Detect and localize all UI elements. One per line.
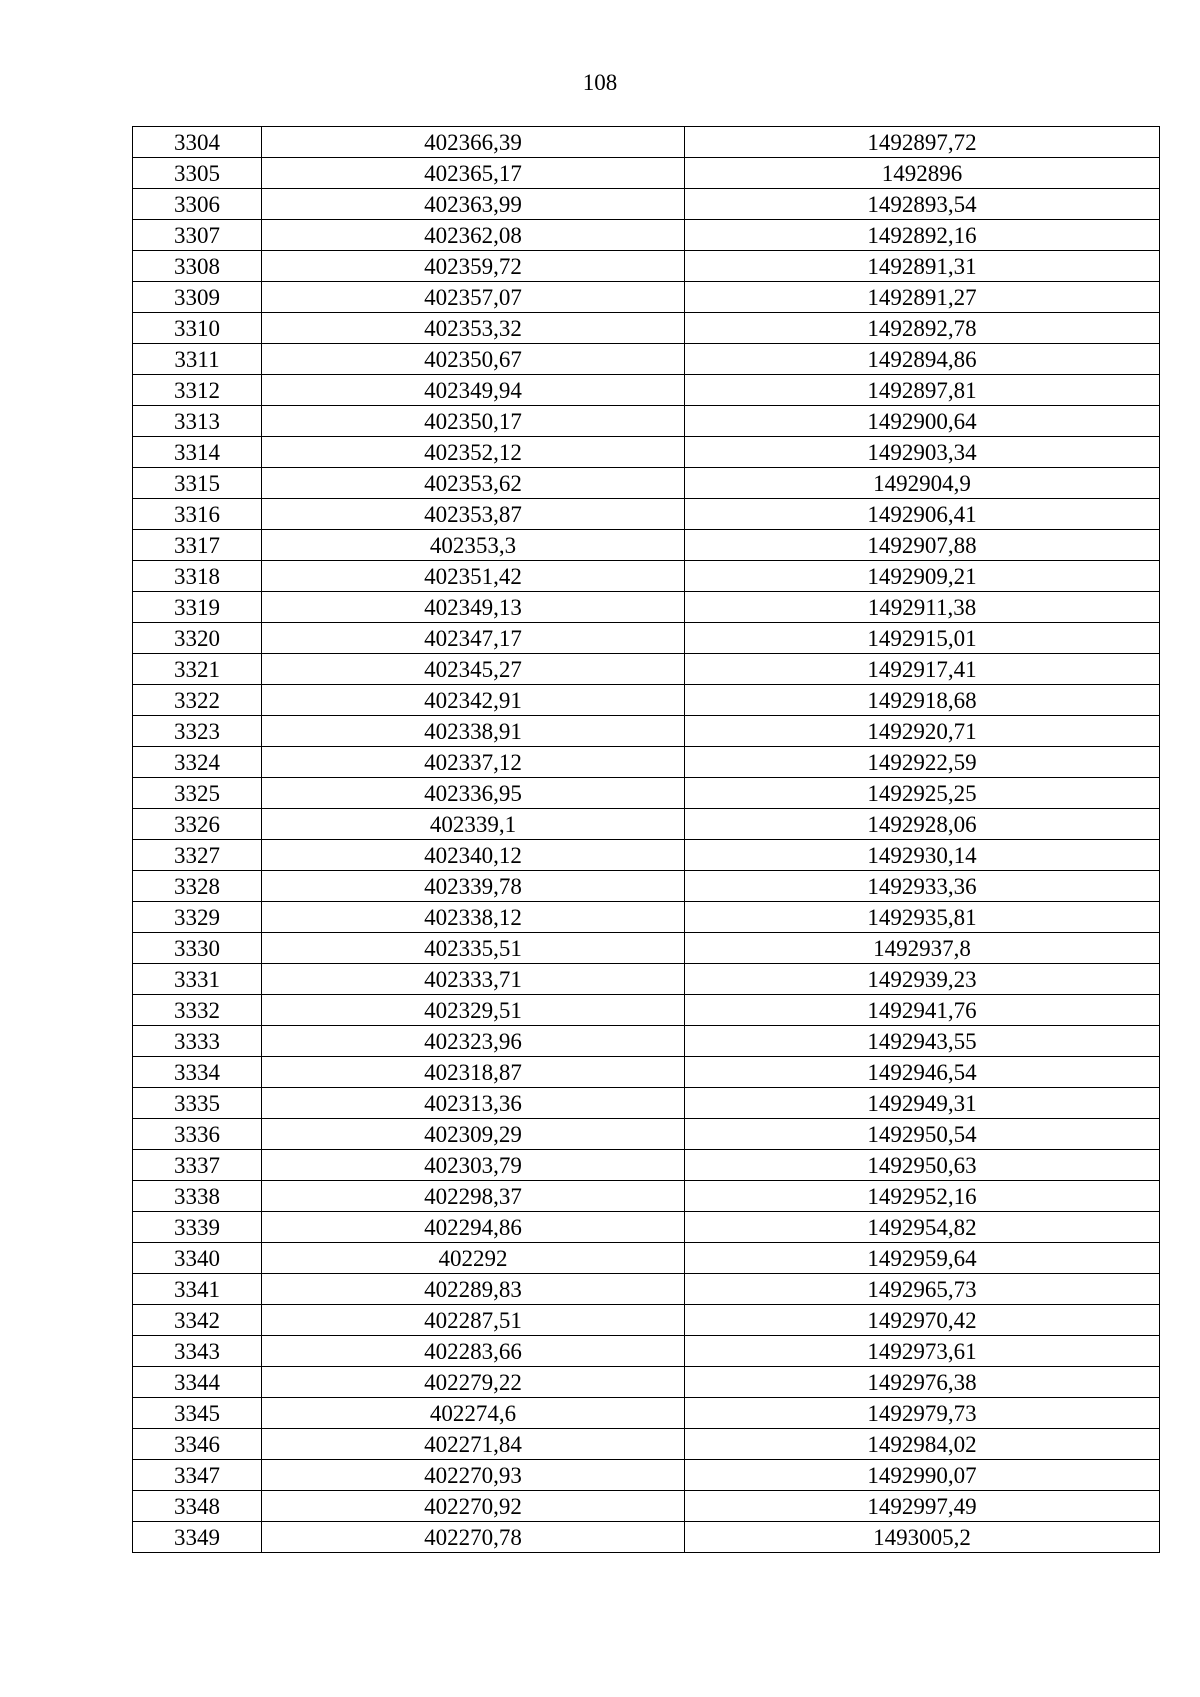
y-coordinate-cell: 1492892,16 bbox=[685, 220, 1160, 251]
table-row bbox=[133, 1150, 1160, 1181]
y-coordinate-cell: 1492933,36 bbox=[685, 871, 1160, 902]
point-number-cell: 3327 bbox=[133, 840, 262, 871]
table-row bbox=[133, 964, 1160, 995]
y-coordinate-cell: 1492990,07 bbox=[685, 1460, 1160, 1491]
y-coordinate-cell: 1492897,72 bbox=[685, 127, 1160, 158]
x-coordinate-cell: 402283,66 bbox=[262, 1336, 685, 1367]
x-coordinate-cell: 402351,42 bbox=[262, 561, 685, 592]
table-row bbox=[133, 530, 1160, 561]
x-coordinate-cell: 402349,94 bbox=[262, 375, 685, 406]
x-coordinate-cell: 402365,17 bbox=[262, 158, 685, 189]
y-coordinate-cell: 1492906,41 bbox=[685, 499, 1160, 530]
y-coordinate-cell: 1492937,8 bbox=[685, 933, 1160, 964]
table-row bbox=[133, 902, 1160, 933]
y-coordinate-cell: 1492946,54 bbox=[685, 1057, 1160, 1088]
y-coordinate-cell: 1492997,49 bbox=[685, 1491, 1160, 1522]
table-row bbox=[133, 158, 1160, 189]
x-coordinate-cell: 402333,71 bbox=[262, 964, 685, 995]
x-coordinate-cell: 402279,22 bbox=[262, 1367, 685, 1398]
table-row bbox=[133, 344, 1160, 375]
point-number-cell: 3330 bbox=[133, 933, 262, 964]
point-number-cell: 3318 bbox=[133, 561, 262, 592]
table-row bbox=[133, 127, 1160, 158]
point-number-cell: 3307 bbox=[133, 220, 262, 251]
x-coordinate-cell: 402350,17 bbox=[262, 406, 685, 437]
y-coordinate-cell: 1492959,64 bbox=[685, 1243, 1160, 1274]
point-number-cell: 3337 bbox=[133, 1150, 262, 1181]
y-coordinate-cell: 1492894,86 bbox=[685, 344, 1160, 375]
point-number-cell: 3348 bbox=[133, 1491, 262, 1522]
y-coordinate-cell: 1492950,54 bbox=[685, 1119, 1160, 1150]
page-number: 108 bbox=[582, 70, 618, 95]
table-row bbox=[133, 1305, 1160, 1336]
point-number-cell: 3346 bbox=[133, 1429, 262, 1460]
point-number-cell: 3311 bbox=[133, 344, 262, 375]
y-coordinate-cell: 1492943,55 bbox=[685, 1026, 1160, 1057]
point-number-cell: 3329 bbox=[133, 902, 262, 933]
x-coordinate-cell: 402318,87 bbox=[262, 1057, 685, 1088]
point-number-cell: 3349 bbox=[133, 1522, 262, 1553]
point-number-cell: 3326 bbox=[133, 809, 262, 840]
table-row bbox=[133, 1336, 1160, 1367]
point-number-cell: 3320 bbox=[133, 623, 262, 654]
y-coordinate-cell: 1492965,73 bbox=[685, 1274, 1160, 1305]
point-number-cell: 3321 bbox=[133, 654, 262, 685]
point-number-cell: 3308 bbox=[133, 251, 262, 282]
x-coordinate-cell: 402339,1 bbox=[262, 809, 685, 840]
y-coordinate-cell: 1492976,38 bbox=[685, 1367, 1160, 1398]
y-coordinate-cell: 1492893,54 bbox=[685, 189, 1160, 220]
y-coordinate-cell: 1492949,31 bbox=[685, 1088, 1160, 1119]
point-number-cell: 3331 bbox=[133, 964, 262, 995]
point-number-cell: 3325 bbox=[133, 778, 262, 809]
table-row bbox=[133, 1429, 1160, 1460]
y-coordinate-cell: 1492950,63 bbox=[685, 1150, 1160, 1181]
table-row bbox=[133, 716, 1160, 747]
table-body bbox=[133, 127, 1160, 1553]
table-row bbox=[133, 1026, 1160, 1057]
coordinates-table bbox=[132, 126, 1160, 1553]
point-number-cell: 3328 bbox=[133, 871, 262, 902]
x-coordinate-cell: 402329,51 bbox=[262, 995, 685, 1026]
table-row bbox=[133, 778, 1160, 809]
point-number-cell: 3347 bbox=[133, 1460, 262, 1491]
x-coordinate-cell: 402353,62 bbox=[262, 468, 685, 499]
x-coordinate-cell: 402339,78 bbox=[262, 871, 685, 902]
x-coordinate-cell: 402338,12 bbox=[262, 902, 685, 933]
point-number-cell: 3344 bbox=[133, 1367, 262, 1398]
point-number-cell: 3309 bbox=[133, 282, 262, 313]
x-coordinate-cell: 402303,79 bbox=[262, 1150, 685, 1181]
x-coordinate-cell: 402309,29 bbox=[262, 1119, 685, 1150]
point-number-cell: 3310 bbox=[133, 313, 262, 344]
point-number-cell: 3335 bbox=[133, 1088, 262, 1119]
y-coordinate-cell: 1492922,59 bbox=[685, 747, 1160, 778]
table-row bbox=[133, 1398, 1160, 1429]
point-number-cell: 3324 bbox=[133, 747, 262, 778]
y-coordinate-cell: 1492903,34 bbox=[685, 437, 1160, 468]
point-number-cell: 3343 bbox=[133, 1336, 262, 1367]
y-coordinate-cell: 1492952,16 bbox=[685, 1181, 1160, 1212]
x-coordinate-cell: 402347,17 bbox=[262, 623, 685, 654]
y-coordinate-cell: 1492896 bbox=[685, 158, 1160, 189]
y-coordinate-cell: 1492900,64 bbox=[685, 406, 1160, 437]
y-coordinate-cell: 1492892,78 bbox=[685, 313, 1160, 344]
y-coordinate-cell: 1492970,42 bbox=[685, 1305, 1160, 1336]
point-number-cell: 3305 bbox=[133, 158, 262, 189]
point-number-cell: 3333 bbox=[133, 1026, 262, 1057]
x-coordinate-cell: 402298,37 bbox=[262, 1181, 685, 1212]
table-row bbox=[133, 654, 1160, 685]
x-coordinate-cell: 402313,36 bbox=[262, 1088, 685, 1119]
y-coordinate-cell: 1492984,02 bbox=[685, 1429, 1160, 1460]
y-coordinate-cell: 1492941,76 bbox=[685, 995, 1160, 1026]
table-row bbox=[133, 437, 1160, 468]
y-coordinate-cell: 1492891,31 bbox=[685, 251, 1160, 282]
x-coordinate-cell: 402289,83 bbox=[262, 1274, 685, 1305]
x-coordinate-cell: 402352,12 bbox=[262, 437, 685, 468]
table-row bbox=[133, 623, 1160, 654]
x-coordinate-cell: 402270,93 bbox=[262, 1460, 685, 1491]
point-number-cell: 3317 bbox=[133, 530, 262, 561]
x-coordinate-cell: 402340,12 bbox=[262, 840, 685, 871]
x-coordinate-cell: 402363,99 bbox=[262, 189, 685, 220]
x-coordinate-cell: 402292 bbox=[262, 1243, 685, 1274]
point-number-cell: 3319 bbox=[133, 592, 262, 623]
y-coordinate-cell: 1493005,2 bbox=[685, 1522, 1160, 1553]
table-row bbox=[133, 406, 1160, 437]
table-row bbox=[133, 251, 1160, 282]
table-row bbox=[133, 499, 1160, 530]
table-row bbox=[133, 468, 1160, 499]
table-row bbox=[133, 1367, 1160, 1398]
table-row bbox=[133, 282, 1160, 313]
x-coordinate-cell: 402338,91 bbox=[262, 716, 685, 747]
point-number-cell: 3304 bbox=[133, 127, 262, 158]
point-number-cell: 3334 bbox=[133, 1057, 262, 1088]
table-row bbox=[133, 1491, 1160, 1522]
table-row bbox=[133, 1274, 1160, 1305]
point-number-cell: 3332 bbox=[133, 995, 262, 1026]
x-coordinate-cell: 402337,12 bbox=[262, 747, 685, 778]
x-coordinate-cell: 402353,3 bbox=[262, 530, 685, 561]
y-coordinate-cell: 1492909,21 bbox=[685, 561, 1160, 592]
point-number-cell: 3323 bbox=[133, 716, 262, 747]
point-number-cell: 3314 bbox=[133, 437, 262, 468]
x-coordinate-cell: 402335,51 bbox=[262, 933, 685, 964]
table-row bbox=[133, 313, 1160, 344]
point-number-cell: 3339 bbox=[133, 1212, 262, 1243]
x-coordinate-cell: 402349,13 bbox=[262, 592, 685, 623]
x-coordinate-cell: 402336,95 bbox=[262, 778, 685, 809]
y-coordinate-cell: 1492935,81 bbox=[685, 902, 1160, 933]
y-coordinate-cell: 1492907,88 bbox=[685, 530, 1160, 561]
y-coordinate-cell: 1492918,68 bbox=[685, 685, 1160, 716]
y-coordinate-cell: 1492928,06 bbox=[685, 809, 1160, 840]
table-row bbox=[133, 1243, 1160, 1274]
y-coordinate-cell: 1492979,73 bbox=[685, 1398, 1160, 1429]
point-number-cell: 3316 bbox=[133, 499, 262, 530]
table-row bbox=[133, 685, 1160, 716]
table-row bbox=[133, 1088, 1160, 1119]
table-row bbox=[133, 995, 1160, 1026]
y-coordinate-cell: 1492954,82 bbox=[685, 1212, 1160, 1243]
table-row bbox=[133, 1212, 1160, 1243]
table-row bbox=[133, 1057, 1160, 1088]
table-row bbox=[133, 933, 1160, 964]
table-row bbox=[133, 871, 1160, 902]
table-row bbox=[133, 840, 1160, 871]
y-coordinate-cell: 1492925,25 bbox=[685, 778, 1160, 809]
point-number-cell: 3341 bbox=[133, 1274, 262, 1305]
point-number-cell: 3313 bbox=[133, 406, 262, 437]
table-row bbox=[133, 189, 1160, 220]
x-coordinate-cell: 402366,39 bbox=[262, 127, 685, 158]
x-coordinate-cell: 402359,72 bbox=[262, 251, 685, 282]
x-coordinate-cell: 402287,51 bbox=[262, 1305, 685, 1336]
table-row bbox=[133, 592, 1160, 623]
point-number-cell: 3338 bbox=[133, 1181, 262, 1212]
x-coordinate-cell: 402342,91 bbox=[262, 685, 685, 716]
table-row bbox=[133, 809, 1160, 840]
table-row bbox=[133, 1181, 1160, 1212]
x-coordinate-cell: 402271,84 bbox=[262, 1429, 685, 1460]
point-number-cell: 3315 bbox=[133, 468, 262, 499]
y-coordinate-cell: 1492917,41 bbox=[685, 654, 1160, 685]
y-coordinate-cell: 1492930,14 bbox=[685, 840, 1160, 871]
y-coordinate-cell: 1492939,23 bbox=[685, 964, 1160, 995]
point-number-cell: 3312 bbox=[133, 375, 262, 406]
x-coordinate-cell: 402345,27 bbox=[262, 654, 685, 685]
table-row bbox=[133, 375, 1160, 406]
point-number-cell: 3336 bbox=[133, 1119, 262, 1150]
table-row bbox=[133, 561, 1160, 592]
x-coordinate-cell: 402294,86 bbox=[262, 1212, 685, 1243]
table-row bbox=[133, 1119, 1160, 1150]
point-number-cell: 3342 bbox=[133, 1305, 262, 1336]
point-number-cell: 3322 bbox=[133, 685, 262, 716]
point-number-cell: 3345 bbox=[133, 1398, 262, 1429]
table-row bbox=[133, 1460, 1160, 1491]
y-coordinate-cell: 1492897,81 bbox=[685, 375, 1160, 406]
x-coordinate-cell: 402353,32 bbox=[262, 313, 685, 344]
x-coordinate-cell: 402362,08 bbox=[262, 220, 685, 251]
x-coordinate-cell: 402270,78 bbox=[262, 1522, 685, 1553]
x-coordinate-cell: 402357,07 bbox=[262, 282, 685, 313]
x-coordinate-cell: 402350,67 bbox=[262, 344, 685, 375]
y-coordinate-cell: 1492911,38 bbox=[685, 592, 1160, 623]
y-coordinate-cell: 1492904,9 bbox=[685, 468, 1160, 499]
x-coordinate-cell: 402270,92 bbox=[262, 1491, 685, 1522]
point-number-cell: 3340 bbox=[133, 1243, 262, 1274]
table-row bbox=[133, 1522, 1160, 1553]
x-coordinate-cell: 402353,87 bbox=[262, 499, 685, 530]
y-coordinate-cell: 1492915,01 bbox=[685, 623, 1160, 654]
x-coordinate-cell: 402323,96 bbox=[262, 1026, 685, 1057]
y-coordinate-cell: 1492973,61 bbox=[685, 1336, 1160, 1367]
table-row bbox=[133, 747, 1160, 778]
y-coordinate-cell: 1492891,27 bbox=[685, 282, 1160, 313]
table-row bbox=[133, 220, 1160, 251]
y-coordinate-cell: 1492920,71 bbox=[685, 716, 1160, 747]
x-coordinate-cell: 402274,6 bbox=[262, 1398, 685, 1429]
point-number-cell: 3306 bbox=[133, 189, 262, 220]
